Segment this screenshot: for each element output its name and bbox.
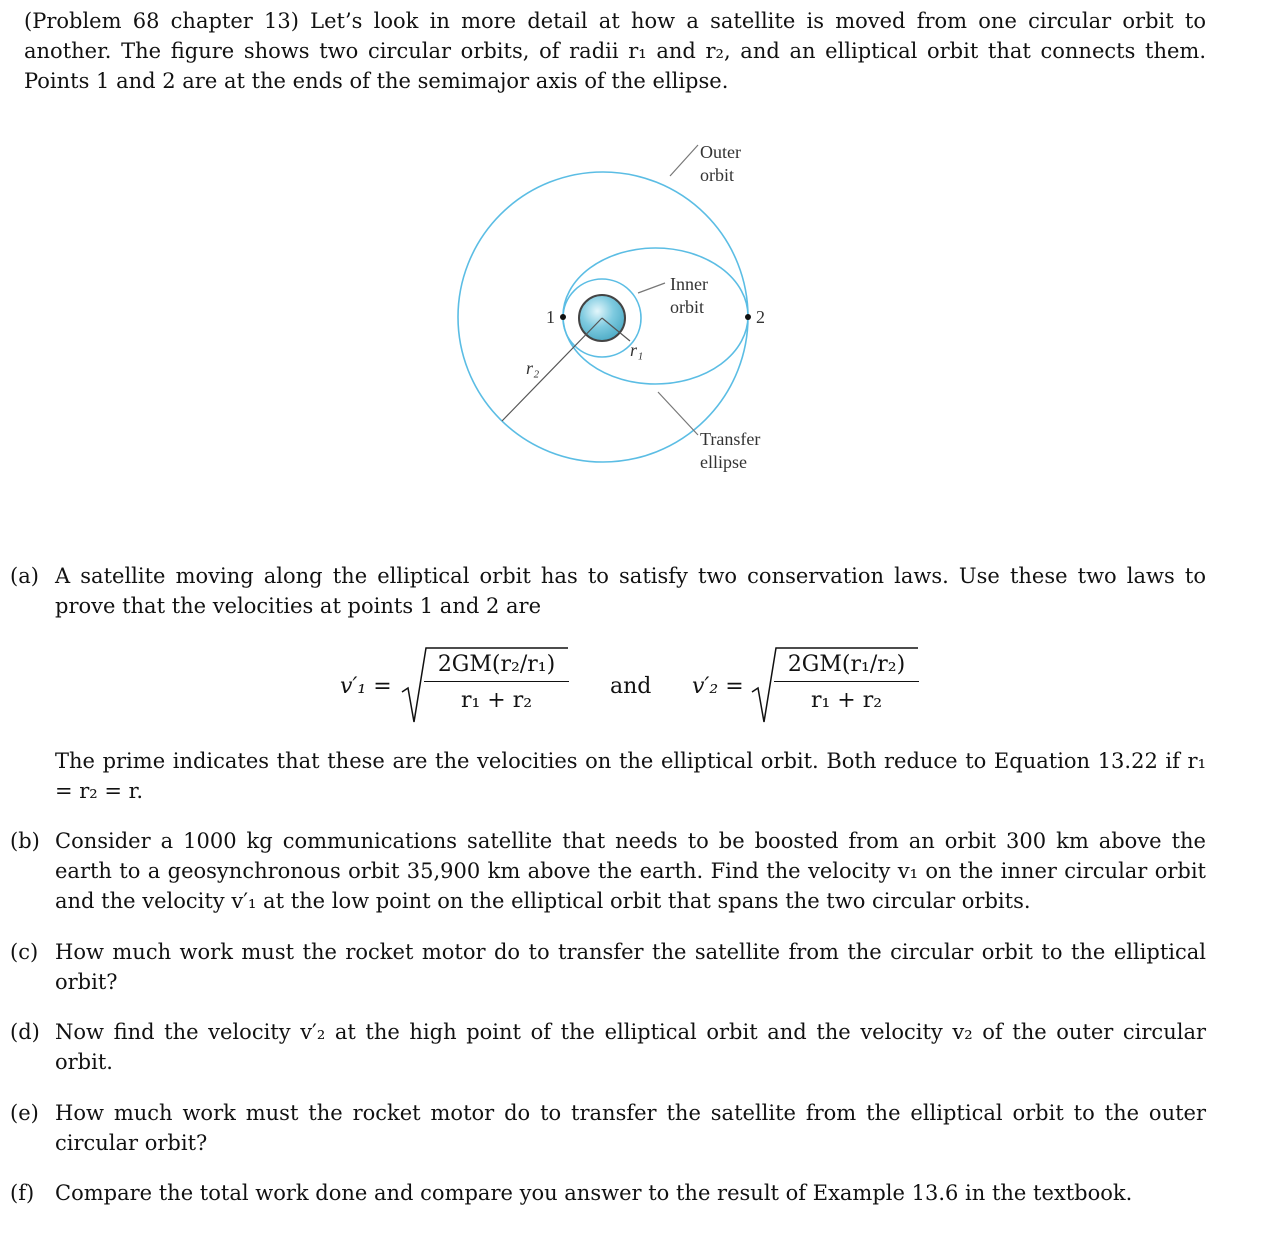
denominator-2: r₁ + r₂: [810, 688, 883, 713]
point-1: [560, 314, 566, 320]
part-a: (a) A satellite moving along the elliptical orbit has to satisfy two conservation laws. Use these two laws to prove that the velocities at points 1 and 2 are: [10, 564, 1206, 618]
svg-text:ellipse: ellipse: [700, 452, 747, 472]
part-a-note: The prime indicates that these are the velocities on the elliptical orbit. Both reduce to Equation 13.22 if r₁ = r₂ = r.: [55, 749, 1206, 803]
transfer-ellipse-label: Transfer: [700, 429, 761, 449]
part-e: (e) How much work must the rocket motor do to transfer the satellite from the elliptical orbit to the outer circular orbit?: [10, 1101, 1206, 1155]
svg-text:orbit: orbit: [700, 165, 734, 185]
r1-label: r₁: [630, 340, 644, 360]
point-2: [745, 314, 751, 320]
point-1-label: 1: [546, 307, 555, 327]
orbit-figure: [440, 130, 800, 480]
r2-line: [502, 318, 602, 421]
inner-orbit-label: Inner: [670, 274, 708, 294]
velocity-equations: v′₁ = $\frac{\text{2GM(r₂/r₁)}}{\text{r₁ + r₂}}$ and v′₂ = $\frac{\text{2GM(r₁/r₂)}}{\text{r₁ + r₂}}$: [340, 640, 940, 730]
point-2-label: 2: [756, 307, 765, 327]
r2-label: r₂: [526, 358, 540, 378]
part-b: (b) Consider a 1000 kg communications satellite that needs to be boosted from an orbit 300 km above the earth to a geosynchronous orbit 35,900 km above the earth. Find the velocity v₁ on the inner circular orbit and the velocity v′₁ at the low point on the elliptical orbit that spans the two circular orbits.: [10, 829, 1206, 913]
numerator-1: 2GM(r₂/r₁): [424, 652, 569, 682]
part-c: (c) How much work must the rocket motor do to transfer the satellite from the circular orbit to the elliptical orbit?: [10, 940, 1206, 994]
svg-text:orbit: orbit: [670, 297, 704, 317]
numerator-2: 2GM(r₁/r₂): [774, 652, 919, 682]
denominator-1: r₁ + r₂: [460, 688, 533, 713]
problem-intro: (Problem 68 chapter 13) Let’s look in more detail at how a satellite is moved from one circular orbit to another. The figure shows two circular orbits, of radii r₁ and r₂, and an elliptical orbit that connects them. Points 1 and 2 are at the ends of the semimajor axis of the ellipse.: [24, 9, 1206, 93]
outer-orbit-label: Outer: [700, 142, 741, 162]
part-d: (d) Now find the velocity v′₂ at the high point of the elliptical orbit and the velocity v₂ of the outer circular orbit.: [10, 1020, 1206, 1074]
part-f: (f) Compare the total work done and compare you answer to the result of Example 13.6 in the textbook.: [10, 1181, 1133, 1205]
